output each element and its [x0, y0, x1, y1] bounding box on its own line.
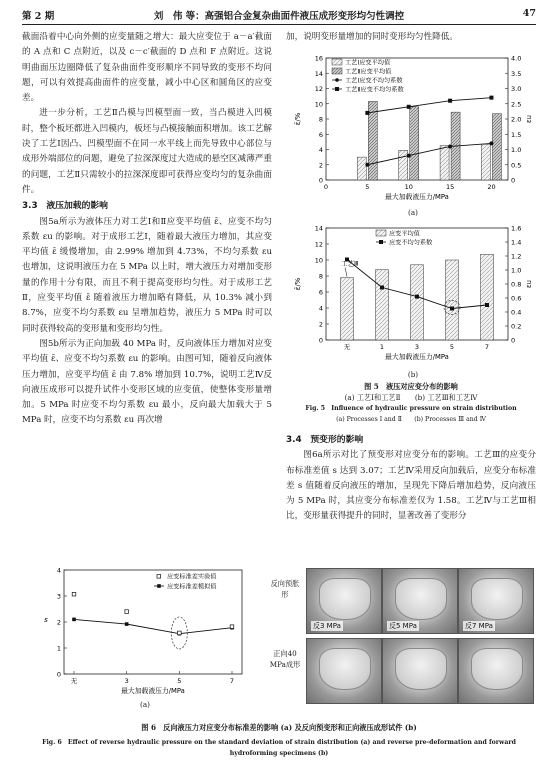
- legend-swatch: [376, 230, 386, 236]
- y-tick-label: 8: [318, 272, 323, 281]
- bar-mean-strain: [341, 278, 354, 340]
- y-tick-label: 2: [318, 320, 323, 329]
- data-point: [230, 625, 234, 629]
- figure-6a-chart: [40, 566, 250, 696]
- x-tick-label: 1: [379, 343, 385, 351]
- specimen-shape: [319, 578, 371, 620]
- left-column: [22, 30, 272, 429]
- data-point: [448, 144, 452, 148]
- bar-mean-strain: [446, 260, 459, 340]
- data-point: [450, 307, 454, 311]
- y-tick-label: 14: [314, 224, 323, 233]
- y2-axis-label: εu: [525, 115, 533, 123]
- figure-6-caption: [22, 722, 536, 759]
- y2-tick-label: 1.2: [511, 252, 522, 261]
- subfigure-label: (a): [140, 700, 150, 709]
- x-tick-label: 7: [229, 677, 235, 685]
- bar-process-2: [492, 114, 501, 180]
- data-point: [407, 105, 411, 109]
- legend-label: 应变不均匀系数: [389, 239, 433, 247]
- photo-label: 反5 MPa: [389, 622, 417, 630]
- caption-en-sub: (a) Processes Ⅰ and Ⅱ (b) Processes Ⅲ and Ⅳ: [336, 416, 486, 423]
- paragraph: 截面沿着中心向外侧的应变量随之增大：最大应变位于 a－a′截面的 A 点和 C 点附近，以及 c－c′截面的 D 点和 F 点附近。这说明曲面压边圈降低了复杂曲面件变形顺序不同导致的变形不均问题，可以有效提高曲面件的应变量，减小中心区和圆角区的应变差。: [22, 32, 272, 104]
- legend-marker: [157, 584, 161, 588]
- y2-tick-label: 0.4: [511, 308, 522, 317]
- y2-tick-label: 0: [511, 336, 516, 345]
- photo-label: 反7 MPa: [465, 622, 493, 630]
- x-tick-label: 7: [484, 343, 490, 351]
- subfigure-label: (b): [407, 370, 419, 379]
- y-tick-label: 2: [318, 161, 323, 170]
- x-tick-label: 10: [404, 183, 413, 191]
- x-tick-label: 无: [343, 343, 351, 351]
- caption-en: Fig. 5 Influence of hydraulic pressure on strain distribution: [305, 405, 517, 412]
- y2-tick-label: 1.4: [511, 238, 522, 247]
- legend-marker: [335, 78, 339, 82]
- bar-process-1: [357, 157, 366, 180]
- bar-process-1: [399, 150, 408, 180]
- y2-axis-label: εu: [525, 280, 533, 288]
- y-tick-label: 6: [318, 130, 323, 139]
- header-rule: [22, 24, 536, 25]
- legend-swatch: [332, 68, 342, 74]
- y2-tick-label: 0.2: [511, 322, 522, 331]
- y2-tick-label: 0.8: [511, 280, 522, 289]
- y-tick-label: 2: [56, 618, 61, 627]
- running-title: 刘 伟 等：高强铝合金复杂曲面件液压成形变形均匀性调控: [153, 11, 405, 22]
- figure-5a-chart: [290, 50, 536, 210]
- legend-label: 工艺Ⅰ应变不均匀系数: [345, 77, 403, 85]
- data-point: [489, 96, 493, 100]
- y2-tick-label: 0.6: [511, 294, 522, 303]
- x-axis-label: 最大加载液压力/MPa: [121, 687, 185, 695]
- specimen-shape: [471, 648, 523, 690]
- x-tick-label: 15: [445, 183, 455, 191]
- section-heading: 3.3 液压加载的影响: [22, 201, 108, 212]
- y-tick-label: 12: [314, 85, 323, 93]
- y2-tick-label: 3.5: [511, 69, 522, 78]
- right-column: [286, 30, 536, 45]
- data-point: [407, 154, 411, 158]
- legend-label: 应变标准差模拟值: [167, 583, 217, 591]
- legend-label: 应变平均值: [389, 230, 420, 238]
- y2-tick-label: 1.0: [511, 266, 522, 275]
- bar-mean-strain: [411, 265, 424, 340]
- x-tick-label: 无: [70, 677, 78, 685]
- section-heading: 3.4 预变形的影响: [286, 435, 364, 445]
- y-tick-label: 10: [314, 100, 323, 109]
- row-label: 正向40 MPa成形: [269, 649, 301, 669]
- page-number: 47: [522, 8, 536, 19]
- paragraph: 加，说明变形量增加的同时变形均匀性降低。: [286, 32, 458, 42]
- y-tick-label: 0: [318, 336, 323, 345]
- series-line: [367, 98, 491, 113]
- bar-process-2: [368, 101, 377, 180]
- data-point: [489, 141, 493, 145]
- data-point: [125, 610, 129, 614]
- photo-label: 反3 MPa: [313, 622, 341, 630]
- x-tick-label: 5: [177, 677, 182, 685]
- y2-tick-label: 2.0: [511, 115, 522, 124]
- y-tick-label: 6: [318, 288, 323, 297]
- data-point: [365, 163, 369, 167]
- paragraph: 图6a所示对比了预变形对应变分布的影响。工艺Ⅲ的应变分布标准差值 s 达到 3.07；工艺Ⅳ采用反向加载后，应变分布标准差 s 值随着反向液压的增加，呈现先下降后增加趋势，反向液压为 5 MPa 时，其应变分布标准差仅为 1.58。工艺Ⅳ与工艺Ⅲ相比，变形量获得提升的同时，显著改善了变形分: [286, 450, 536, 522]
- data-point: [365, 111, 369, 115]
- caption-cn: 图 5 液压对应变分布的影响: [364, 382, 458, 391]
- y-axis-label: ε̄/%: [294, 112, 302, 126]
- running-header: [22, 8, 536, 24]
- y-axis-label: s: [44, 616, 48, 624]
- y-tick-label: 3: [56, 592, 61, 601]
- series-line: [367, 143, 491, 164]
- legend-marker: [335, 87, 339, 91]
- data-point: [125, 622, 129, 626]
- y2-tick-label: 1.6: [511, 224, 522, 233]
- issue-number: 第 2 期: [22, 11, 55, 22]
- y-tick-label: 4: [56, 566, 61, 575]
- x-tick-label: 3: [124, 677, 129, 685]
- bar-mean-strain: [481, 254, 494, 340]
- bar-process-1: [440, 146, 449, 180]
- data-point: [485, 303, 489, 307]
- legend-label: 工艺Ⅰ应变平均值: [345, 59, 391, 67]
- paragraph: 进一步分析，工艺Ⅱ凸模与凹模型面一致，当凸模进入凹模时，整个板坯都进入凹模内，板坯与凸模接触面积增加。该工艺解决了工艺Ⅰ因凸、凹模型面不在同一水平线上而先导致中心部位与成形外端部位的问题，避免了拉深深度过大造成的悬空区减薄严重的问题，工艺Ⅱ只需较小的拉深深度即可获得应变均匀的复杂曲面件。: [22, 108, 272, 195]
- specimen-shape: [395, 578, 447, 620]
- figure-5b-chart: [290, 222, 536, 372]
- y-tick-label: 14: [314, 69, 323, 78]
- data-point: [448, 99, 452, 103]
- y-tick-label: 0: [56, 670, 61, 679]
- specimen-photo: [458, 568, 534, 634]
- y2-tick-label: 2.5: [511, 100, 522, 109]
- x-tick-label: 5: [449, 343, 455, 351]
- data-point: [380, 286, 384, 290]
- specimen-photo: [306, 568, 382, 634]
- x-axis-label: 最大加载液压力/MPa: [385, 353, 449, 361]
- y-tick-label: 16: [314, 54, 323, 63]
- caption-en: Fig. 6 Effect of reverse hydraulic pressure on the standard deviation of strain distribution (a) and reverse pre-deformation and forward hydroforming specimens (b): [42, 739, 516, 757]
- y-tick-label: 4: [318, 304, 323, 313]
- y2-tick-label: 4.0: [511, 54, 522, 63]
- y2-tick-label: 0.5: [511, 161, 522, 170]
- specimen-shape: [395, 648, 447, 690]
- paragraph: 图5b所示为正向加载 40 MPa 时，反向液体压力增加对应变平均值 ε̄、应变不均匀系数 εu 的影响。由图可知，随着反向液体压力增加，应变平均值 ε̄ 由 7.8% 增加到 10.7%，说明工艺Ⅳ反向液压成形可以提升试件小变形区域的应变值，使整体变形量增加。5 MPa 时应变不均匀系数 εu 最小，反向最大加载大于 5 MPa 时，应变不均匀系数 εu 再次增: [22, 338, 272, 426]
- data-point: [178, 631, 182, 635]
- legend-label: 工艺Ⅱ应变不均匀系数: [345, 86, 404, 94]
- legend-marker: [157, 575, 161, 579]
- x-tick-label: 0: [323, 183, 329, 191]
- annotation-label: 工艺Ⅲ: [341, 259, 359, 268]
- paragraph: 图5a所示为液体压力对工艺Ⅰ和Ⅱ应变平均值 ε̄、应变不均匀系数 εu 的影响。对于成形工艺Ⅰ，随着最大液压力增加，其应变平均值 ε̄ 缓慢增加，由 2.99% 增加到 4.73%，不均匀系数 εu 也增加，这说明液压力在 5 MPa 以上时，增大液压力对增加变形量的作用十分有限，而且不利于提高变形均匀性。对于成形工艺Ⅱ，应变平均值 ε̄ 随着液压力增加略有降低，从 10.3% 减小到 8.7%，应变不均匀系数 εu 呈增加趋势，液压力 5 MPa 时可以同时获得较高的变形量和变形均匀性。: [22, 216, 272, 334]
- y2-tick-label: 0: [511, 176, 516, 185]
- y2-tick-label: 1.0: [511, 146, 522, 154]
- specimen-photo: [306, 638, 382, 704]
- y-tick-label: 1: [56, 644, 61, 653]
- x-axis-label: 最大加载液压力/MPa: [385, 193, 449, 201]
- y-tick-label: 4: [318, 146, 323, 154]
- legend-swatch: [332, 59, 342, 65]
- data-point: [415, 295, 419, 299]
- x-tick-label: 20: [487, 183, 496, 191]
- specimen-photo: [382, 638, 458, 704]
- figure-6b-photo-grid: [268, 566, 536, 708]
- legend-label: 应变标准差实验值: [167, 573, 217, 581]
- legend-marker: [379, 240, 383, 244]
- subfigure-label: (a): [408, 208, 418, 217]
- legend-label: 工艺Ⅱ应变平均值: [345, 68, 392, 76]
- x-tick-label: 3: [414, 343, 420, 351]
- y2-tick-label: 1.5: [511, 130, 522, 139]
- bar-process-1: [481, 144, 490, 180]
- y-tick-label: 12: [314, 240, 323, 249]
- right-column-lower: [286, 432, 536, 525]
- figure-5-caption: [286, 381, 536, 425]
- bar-process-2: [410, 107, 419, 180]
- x-tick-label: 5: [365, 183, 370, 191]
- specimen-shape: [319, 648, 371, 690]
- y-tick-label: 0: [318, 176, 323, 185]
- caption-cn-sub: (a) 工艺Ⅰ和工艺Ⅱ (b) 工艺Ⅲ和工艺Ⅳ: [344, 393, 478, 402]
- bar-mean-strain: [376, 270, 389, 340]
- y-tick-label: 10: [314, 256, 323, 265]
- specimen-photo: [458, 638, 534, 704]
- y-axis-label: ε̄/%: [294, 277, 302, 291]
- row-label: 反向预胀形: [270, 579, 300, 599]
- data-point: [72, 592, 76, 596]
- annotation-arrow: [345, 268, 347, 277]
- caption-cn: 图 6 反向液压力对应变分布标准差的影响 (a) 及反向预变形和正向液压成形试件 (b): [141, 723, 417, 732]
- specimen-photo: [382, 568, 458, 634]
- y2-tick-label: 3.0: [511, 85, 522, 93]
- y-tick-label: 8: [318, 115, 323, 124]
- series-line: [74, 619, 232, 633]
- specimen-shape: [471, 578, 523, 620]
- data-point: [72, 618, 76, 622]
